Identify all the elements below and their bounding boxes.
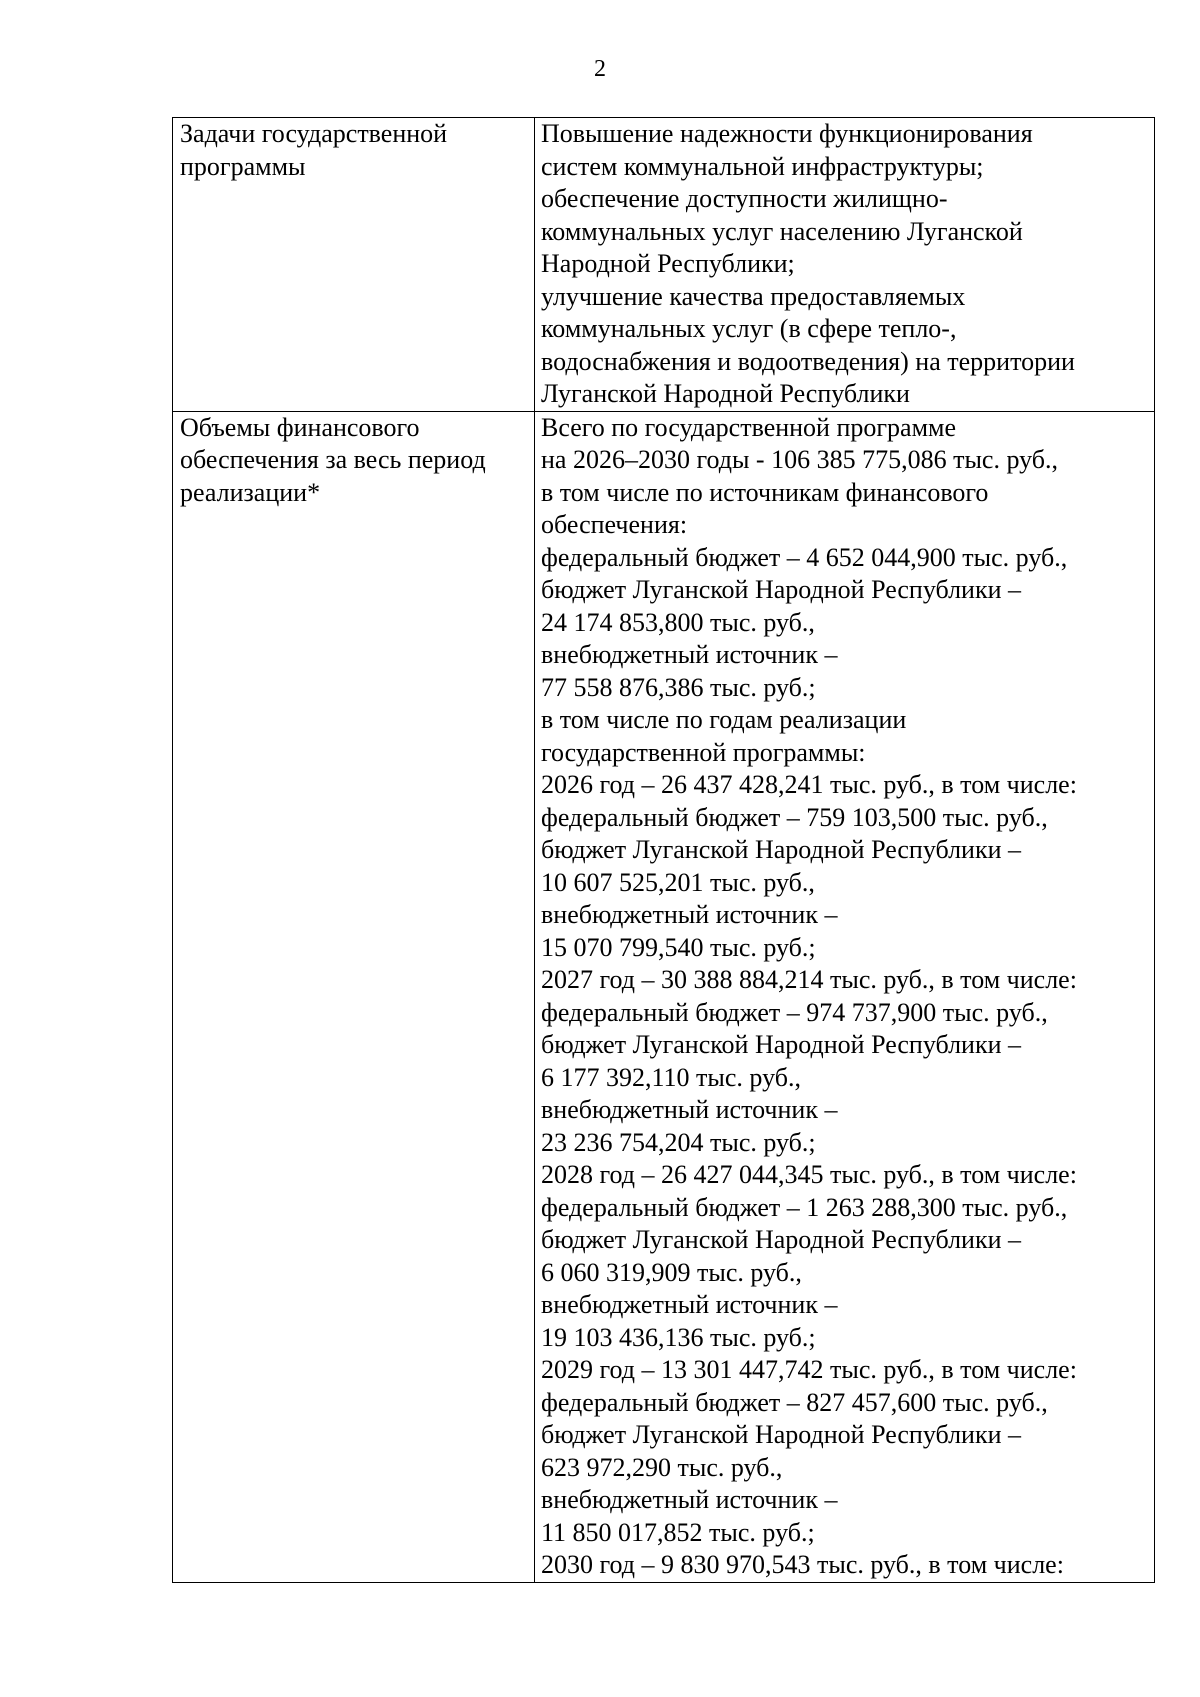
row-label-line: обеспечения за весь период xyxy=(180,445,486,474)
row-value-line: 623 972,290 тыс. руб., xyxy=(541,1452,783,1482)
row-value-line: 77 558 876,386 тыс. руб.; xyxy=(541,672,816,702)
row-value-line: 24 174 853,800 тыс. руб., xyxy=(541,607,815,637)
row-value-line: в том числе по годам реализации xyxy=(541,705,907,734)
row-value-line: обеспечение доступности жилищно- xyxy=(541,184,948,213)
row-value-line: в том числе по источникам финансового xyxy=(541,477,989,507)
row-value-line: Всего по государственной программе xyxy=(541,412,957,442)
row-value-line: коммунальных услуг (в сфере тепло-, xyxy=(541,314,957,343)
row-value-line: 2026 год – 26 437 428,241 тыс. руб., в том числе: xyxy=(541,770,1077,799)
row-label-line: реализации* xyxy=(180,477,321,507)
row-value-line: 6 060 319,909 тыс. руб., xyxy=(541,1257,802,1287)
row-label-line: программы xyxy=(180,151,306,181)
row-value-line: на 2026–2030 годы - 106 385 775,086 тыс. руб., xyxy=(541,445,1058,474)
row-value-line: 11 850 017,852 тыс. руб.; xyxy=(541,1517,815,1547)
row-value-line: внебюджетный источник – xyxy=(541,640,838,669)
row-label-cell xyxy=(173,118,535,412)
row-value-line: внебюджетный источник – xyxy=(541,1095,838,1124)
row-value-line: систем коммунальной инфраструктуры; xyxy=(541,151,984,181)
row-value-line: бюджет Луганской Народной Республики – xyxy=(541,575,1022,604)
table-body xyxy=(173,118,1155,1583)
row-value-line: улучшение качества предоставляемых xyxy=(541,281,966,311)
row-value-line: бюджет Луганской Народной Республики – xyxy=(541,835,1022,864)
row-value-line: 2028 год – 26 427 044,345 тыс. руб., в том числе: xyxy=(541,1160,1077,1189)
row-value-line: федеральный бюджет – 974 737,900 тыс. руб., xyxy=(541,997,1048,1027)
row-value-line: 10 607 525,201 тыс. руб., xyxy=(541,867,815,897)
row-value-line: бюджет Луганской Народной Республики – xyxy=(541,1225,1022,1254)
row-value-cell xyxy=(535,118,1155,412)
row-value-line: Повышение надежности функционирования xyxy=(541,119,1033,148)
row-value-line: государственной программы: xyxy=(541,737,866,767)
page-number: 2 xyxy=(594,56,606,82)
row-label-cell xyxy=(173,411,535,1582)
row-value-line: 2030 год – 9 830 970,543 тыс. руб., в том числе: xyxy=(541,1550,1064,1579)
row-value-line: водоснабжения и водоотведения) на территории xyxy=(541,346,1075,376)
row-value-line: Луганской Народной Республики xyxy=(541,379,910,408)
row-value-line: 23 236 754,204 тыс. руб.; xyxy=(541,1127,816,1157)
row-label-line: Задачи государственной xyxy=(180,119,448,148)
row-value-line: Народной Республики; xyxy=(541,249,795,278)
table-row xyxy=(173,118,1155,412)
program-passport-table xyxy=(172,117,1155,1583)
row-value-cell xyxy=(535,411,1155,1582)
row-label-line: Объемы финансового xyxy=(180,412,420,442)
row-value-line: федеральный бюджет – 4 652 044,900 тыс. руб., xyxy=(541,542,1068,572)
row-value-line: федеральный бюджет – 759 103,500 тыс. руб., xyxy=(541,802,1048,832)
row-value-line: федеральный бюджет – 1 263 288,300 тыс. руб., xyxy=(541,1192,1068,1222)
row-value-line: 2029 год – 13 301 447,742 тыс. руб., в том числе: xyxy=(541,1355,1077,1384)
row-value-line: федеральный бюджет – 827 457,600 тыс. руб., xyxy=(541,1387,1048,1417)
row-value-line: внебюджетный источник – xyxy=(541,900,838,929)
row-value-line: обеспечения: xyxy=(541,510,688,539)
row-value-line: 19 103 436,136 тыс. руб.; xyxy=(541,1322,816,1352)
row-value-line: бюджет Луганской Народной Республики – xyxy=(541,1030,1022,1059)
row-value-line: внебюджетный источник – xyxy=(541,1485,838,1514)
row-value-line: 6 177 392,110 тыс. руб., xyxy=(541,1062,801,1092)
table-row xyxy=(173,411,1155,1582)
row-value-line: 2027 год – 30 388 884,214 тыс. руб., в том числе: xyxy=(541,965,1077,994)
row-value-line: 15 070 799,540 тыс. руб.; xyxy=(541,932,816,962)
row-value-line: коммунальных услуг населению Луганской xyxy=(541,216,1023,246)
row-value-line: бюджет Луганской Народной Республики – xyxy=(541,1420,1022,1449)
row-value-line: внебюджетный источник – xyxy=(541,1290,838,1319)
